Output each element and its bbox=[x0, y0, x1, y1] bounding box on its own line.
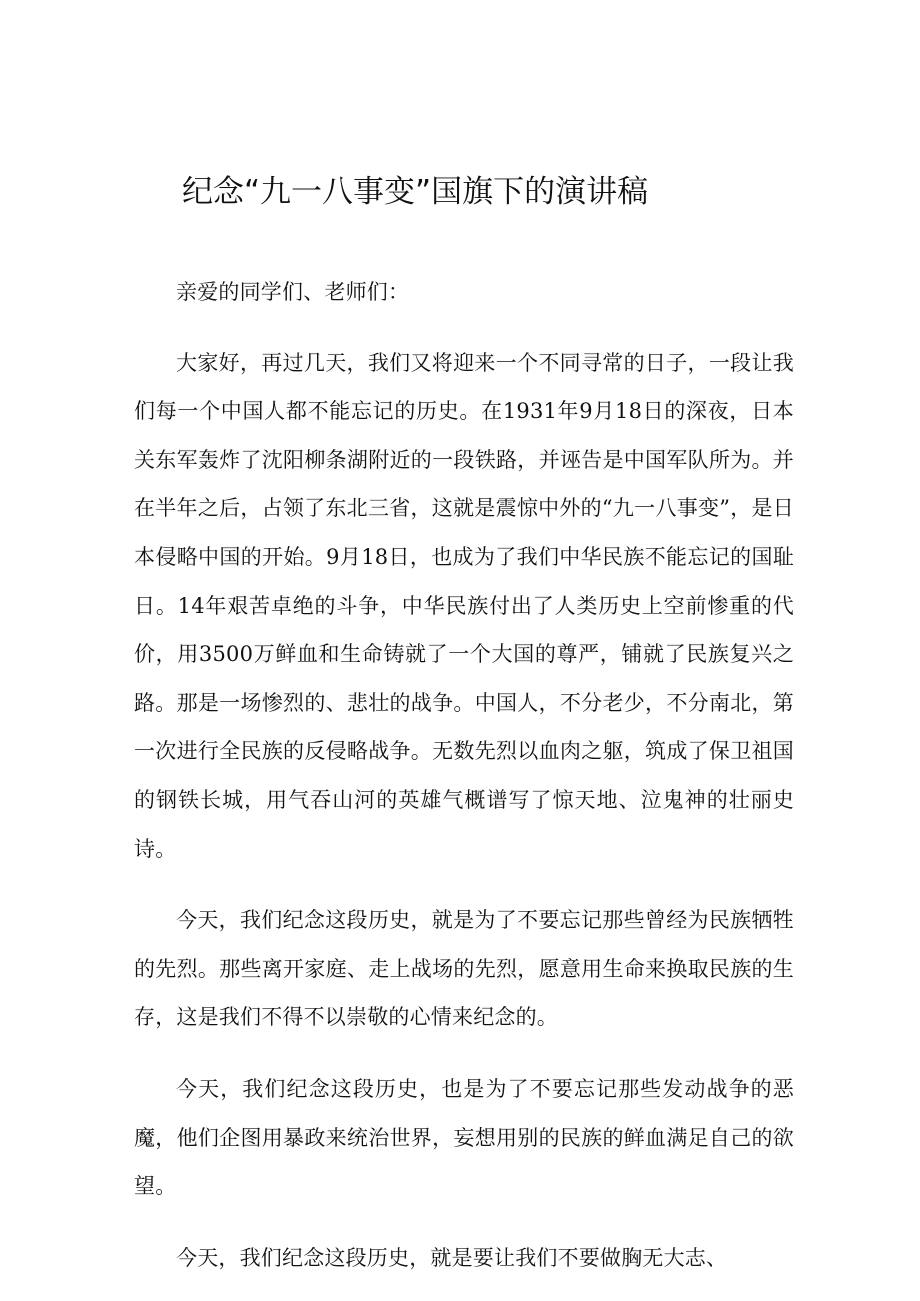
paragraph-4: 今天，我们纪念这段历史，就是要让我们不要做胸无大志、 bbox=[176, 1245, 728, 1270]
document-title: 纪念“九一八事变”国旗下的演讲稿 bbox=[182, 174, 649, 210]
paragraph-1: 大家好，再过几天，我们又将迎来一个不同寻常的日子，一段让我们每一个中国人都不能忘记的历史。在1931年9月18日的深夜，日本关东军轰炸了沈阳柳条湖附近的一段铁路，并诬告是中国军队所为。并在半年之后，占领了东北三省，这就是震惊中外的“九一八事变”，是日本侵略中国的开始。9月18日，也成为了我们中华民族不能忘记的国耻日。14年艰苦卓绝的斗争，中华民族付出了人类历史上空前惨重的代价，用3500万鲜血和生命铸就了一个大国的尊严，铺就了民族复兴之路。那是一场惨烈的、悲壮的战争。中国人，不分老少，不分南北，第一次进行全民族的反侵略战争。无数先烈以血肉之躯，筑成了保卫祖国的钢铁长城，用气吞山河的英雄气概谱写了惊天地、泣鬼神的壮丽史诗。 bbox=[134, 350, 794, 861]
paragraph-3: 今天，我们纪念这段历史，也是为了不要忘记那些发动战争的恶魔，他们企图用暴政来统治世界，妄想用别的民族的鲜血满足自己的欲望。 bbox=[134, 1076, 794, 1199]
salutation: 亲爱的同学们、老师们： bbox=[176, 280, 410, 304]
paragraph-2: 今天，我们纪念这段历史，就是为了不要忘记那些曾经为民族牺牲的先烈。那些离开家庭、走上战场的先烈，愿意用生命来换取民族的生存，这是我们不得不以崇敬的心情来纪念的。 bbox=[134, 908, 794, 1030]
document-body bbox=[134, 268, 794, 1282]
